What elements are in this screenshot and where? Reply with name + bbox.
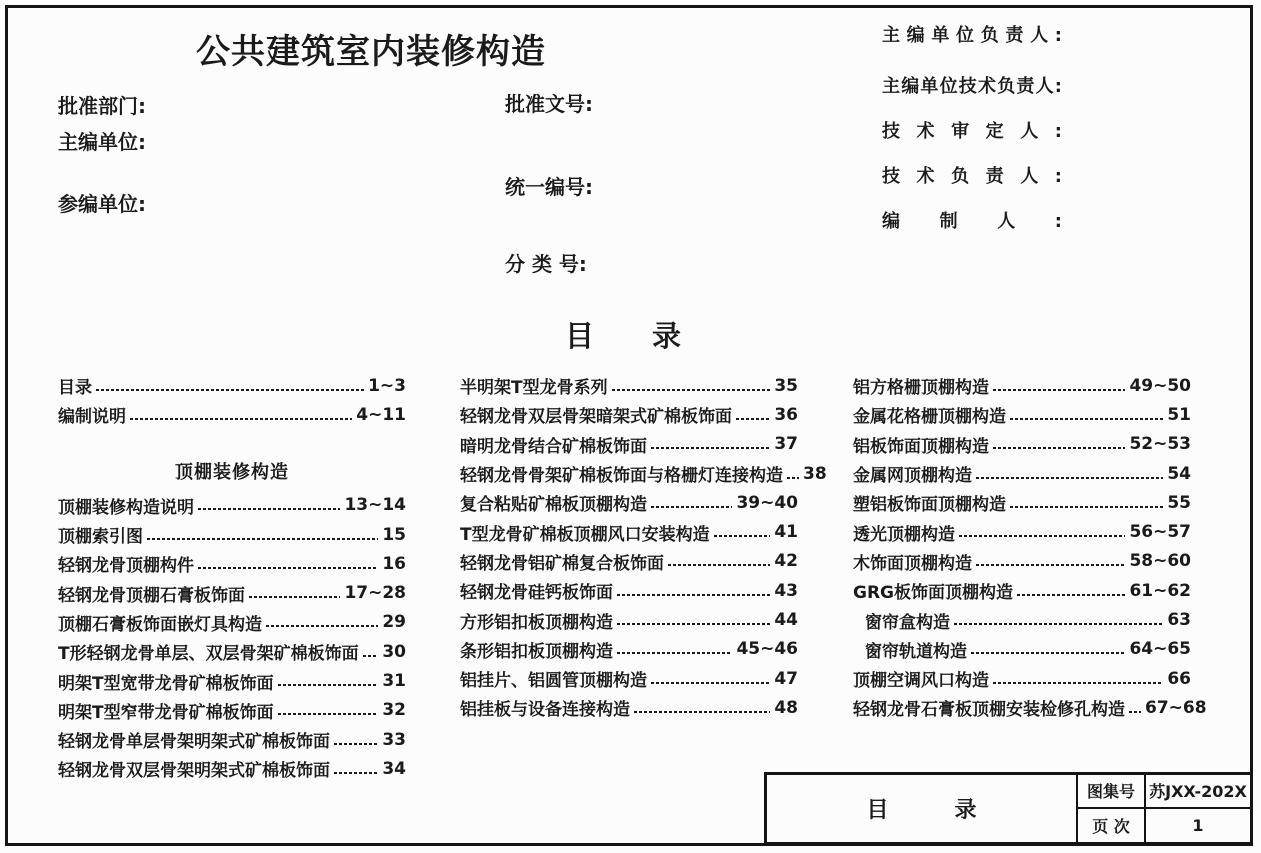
dotted-leader xyxy=(617,652,732,654)
toc-entry-pages: 44 xyxy=(774,610,798,631)
field-unified-number: 统一编号: xyxy=(505,175,593,199)
toc-entry-pages: 32 xyxy=(382,700,406,721)
toc-entry xyxy=(460,635,798,664)
toc-entry xyxy=(58,754,406,783)
dotted-leader xyxy=(334,743,378,745)
toc-entry xyxy=(853,488,1191,517)
dotted-leader xyxy=(249,596,340,598)
toc-entry-title: 明架T型窄带龙骨矿棉板饰面 xyxy=(58,702,274,723)
toc-entry-title: 塑铝板饰面顶棚构造 xyxy=(853,495,1006,516)
toc-entry-pages: 63 xyxy=(1167,610,1191,631)
toc-entry-pages: 41 xyxy=(774,522,798,543)
field-chief-unit-tech-head: 主编单位技术负责人: xyxy=(882,76,1062,97)
dotted-leader xyxy=(993,447,1125,449)
dotted-leader xyxy=(612,389,771,391)
toc-entry-title: 轻钢龙骨双层骨架暗架式矿棉板饰面 xyxy=(460,407,732,428)
toc-entry xyxy=(58,578,406,607)
toc-entry-pages: 51 xyxy=(1167,404,1191,425)
toc-entry-title: 明架T型宽带龙骨矿棉板饰面 xyxy=(58,673,274,694)
toc-entry xyxy=(460,430,798,459)
toc-entry-title: T型龙骨矿棉板顶棚风口安装构造 xyxy=(460,524,710,545)
toc-entry xyxy=(58,400,406,429)
dotted-leader xyxy=(651,447,770,449)
toc-entry xyxy=(58,520,406,549)
dotted-leader xyxy=(736,418,770,420)
toc-entry-pages: 49~50 xyxy=(1129,375,1191,396)
toc-entry-title: 轻钢龙骨骨架矿棉板饰面与格栅灯连接构造 xyxy=(460,466,783,487)
toc-entry-title: 窗帘轨道构造 xyxy=(865,641,967,662)
field-compiler: 编制人: xyxy=(882,211,1062,232)
toc-entry xyxy=(853,605,1191,634)
toc-entry-title: 方形铝扣板顶棚构造 xyxy=(460,612,613,633)
dotted-leader xyxy=(130,418,352,420)
toc-entry-pages: 15 xyxy=(382,524,406,545)
dotted-leader xyxy=(278,713,379,715)
toc-entry-pages: 17~28 xyxy=(344,583,406,604)
toc-entry xyxy=(460,693,798,722)
toc-entry-pages: 13~14 xyxy=(344,495,406,516)
toc-entry-pages: 61~62 xyxy=(1129,580,1191,601)
toc-entry-title: 条形铝扣板顶棚构造 xyxy=(460,641,613,662)
toc-entry-pages: 42 xyxy=(774,551,798,572)
dotted-leader xyxy=(668,564,770,566)
toc-entry-title: 轻钢龙骨双层骨架明架式矿棉板饰面 xyxy=(58,761,330,782)
document-title: 公共建筑室内装修构造 xyxy=(196,32,546,72)
toc-entry-pages: 37 xyxy=(774,434,798,455)
dotted-leader xyxy=(954,623,1163,625)
field-technical-head: 技术负责人: xyxy=(882,166,1062,187)
toc-entry xyxy=(853,400,1191,429)
dotted-leader xyxy=(976,564,1125,566)
title-block-page-no-label: 页 次 xyxy=(1076,809,1144,843)
dotted-leader xyxy=(993,389,1125,391)
toc-entry-title: 轻钢龙骨单层骨架明架式矿棉板饰面 xyxy=(58,732,330,753)
toc-entry-title: 轻钢龙骨顶棚构件 xyxy=(58,556,194,577)
toc-entry xyxy=(460,605,798,634)
toc-entry-pages: 29 xyxy=(382,612,406,633)
toc-entry xyxy=(58,725,406,754)
field-participating-unit: 参编单位: xyxy=(58,192,146,216)
toc-entry-title: 编制说明 xyxy=(58,407,126,428)
dotted-leader xyxy=(1010,506,1163,508)
toc-entry xyxy=(460,576,798,605)
toc-entry-title: 目录 xyxy=(58,378,92,399)
toc-entry-title: 轻钢龙骨顶棚石膏板饰面 xyxy=(58,585,245,606)
dotted-leader xyxy=(617,623,770,625)
toc-entry-title: GRG板饰面顶棚构造 xyxy=(853,583,1013,604)
dotted-leader xyxy=(993,682,1163,684)
toc-entry-pages: 43 xyxy=(774,580,798,601)
toc-entry xyxy=(460,488,798,517)
toc-entry xyxy=(853,635,1191,664)
dotted-leader xyxy=(198,508,340,510)
toc-entry xyxy=(460,371,798,400)
toc-entry-pages: 52~53 xyxy=(1129,434,1191,455)
field-chief-editor-unit: 主编单位: xyxy=(58,130,146,154)
toc-entry-title: 轻钢龙骨铝矿棉复合板饰面 xyxy=(460,553,664,574)
field-chief-unit-head: 主编单位负责人: xyxy=(882,25,1062,46)
dotted-leader xyxy=(714,535,771,537)
dotted-leader xyxy=(363,655,379,657)
toc-entry xyxy=(853,547,1191,576)
toc-entry xyxy=(58,549,406,578)
toc-entry-pages: 58~60 xyxy=(1129,551,1191,572)
dotted-leader xyxy=(1017,594,1125,596)
dotted-leader xyxy=(1129,711,1141,713)
title-block-atlas-no-label: 图集号 xyxy=(1076,775,1144,809)
toc-entry-title: 铝挂板与设备连接构造 xyxy=(460,700,630,721)
toc-entry-pages: 30 xyxy=(382,641,406,662)
dotted-leader xyxy=(278,684,379,686)
dotted-leader xyxy=(96,389,364,391)
toc-entry-pages: 34 xyxy=(382,758,406,779)
dotted-leader xyxy=(651,506,732,508)
toc-entry-pages: 33 xyxy=(382,729,406,750)
dotted-leader xyxy=(634,711,770,713)
toc-entry-title: 铝板饰面顶棚构造 xyxy=(853,436,989,457)
title-block-atlas-no-value: 苏JXX-202X xyxy=(1144,775,1250,809)
toc-entry-pages: 36 xyxy=(774,404,798,425)
dotted-leader xyxy=(959,535,1125,537)
field-approval-number: 批准文号: xyxy=(505,92,593,116)
toc-entry-pages: 64~65 xyxy=(1129,639,1191,660)
toc-entry xyxy=(460,664,798,693)
dotted-leader xyxy=(334,772,378,774)
toc-column-left xyxy=(58,371,406,784)
toc-entry-title: 轻钢龙骨硅钙板饰面 xyxy=(460,583,613,604)
toc-entry-title: 铝方格栅顶棚构造 xyxy=(853,378,989,399)
toc-entry-pages: 16 xyxy=(382,553,406,574)
title-block-page-no-value: 1 xyxy=(1144,809,1250,843)
toc-entry-title: 暗明龙骨结合矿棉板饰面 xyxy=(460,436,647,457)
toc-entry-pages: 39~40 xyxy=(736,492,798,513)
toc-entry xyxy=(58,666,406,695)
toc-entry-pages: 4~11 xyxy=(356,404,406,425)
toc-entry-pages: 54 xyxy=(1167,463,1191,484)
toc-entry-title: 透光顶棚构造 xyxy=(853,524,955,545)
toc-entry-title: 顶棚石膏板饰面嵌灯具构造 xyxy=(58,614,262,635)
toc-entry-pages: 48 xyxy=(774,697,798,718)
title-block xyxy=(764,772,1253,845)
toc-entry xyxy=(853,459,1191,488)
toc-entry xyxy=(460,400,798,429)
toc-entry-title: 轻钢龙骨石膏板顶棚安装检修孔构造 xyxy=(853,700,1125,721)
toc-entry xyxy=(58,696,406,725)
toc-entry-title: 窗帘盒构造 xyxy=(865,612,950,633)
field-technical-examiner: 技术审定人: xyxy=(882,121,1062,142)
toc-entry-title: 复合粘贴矿棉板顶棚构造 xyxy=(460,495,647,516)
dotted-leader xyxy=(976,477,1163,479)
toc-entry-title: 金属网顶棚构造 xyxy=(853,466,972,487)
toc-entry xyxy=(460,517,798,546)
toc-entry-pages: 56~57 xyxy=(1129,522,1191,543)
toc-entry xyxy=(853,371,1191,400)
toc-entry xyxy=(853,693,1207,722)
toc-section-header: 顶棚装修构造 xyxy=(175,461,289,483)
toc-entry-title: 顶棚索引图 xyxy=(58,527,143,548)
toc-entry xyxy=(58,491,406,520)
toc-entry xyxy=(853,517,1191,546)
toc-entry-title: 木饰面顶棚构造 xyxy=(853,553,972,574)
toc-entry xyxy=(58,608,406,637)
toc-heading: 目 录 xyxy=(564,319,682,353)
toc-entry-title: 金属花格栅顶棚构造 xyxy=(853,407,1006,428)
toc-entry-pages: 35 xyxy=(774,375,798,396)
toc-entry-pages: 38 xyxy=(803,463,827,484)
toc-entry-pages: 45~46 xyxy=(736,639,798,660)
toc-entry-title: 铝挂片、铝圆管顶棚构造 xyxy=(460,671,647,692)
dotted-leader xyxy=(1010,418,1163,420)
field-classification-number: 分 类 号: xyxy=(505,252,587,276)
toc-entry xyxy=(853,664,1191,693)
toc-entry xyxy=(853,576,1191,605)
toc-entry-title: 顶棚空调风口构造 xyxy=(853,671,989,692)
dotted-leader xyxy=(787,477,799,479)
toc-entry-title: 半明架T型龙骨系列 xyxy=(460,378,608,399)
toc-column-middle xyxy=(460,371,827,723)
toc-entry xyxy=(853,430,1191,459)
toc-entry xyxy=(58,637,406,666)
toc-entry xyxy=(460,547,798,576)
title-block-sheet-title: 目 录 xyxy=(866,798,977,823)
dotted-leader xyxy=(651,682,770,684)
toc-entry-title: 顶棚装修构造说明 xyxy=(58,497,194,518)
dotted-leader xyxy=(971,652,1125,654)
dotted-leader xyxy=(617,594,770,596)
toc-entry-pages: 31 xyxy=(382,671,406,692)
dotted-leader xyxy=(147,538,378,540)
toc-entry-pages: 66 xyxy=(1167,668,1191,689)
toc-column-right xyxy=(853,371,1207,723)
toc-entry-pages: 47 xyxy=(774,668,798,689)
toc-entry xyxy=(58,371,406,400)
field-approval-department: 批准部门: xyxy=(58,94,146,118)
toc-entry-pages: 55 xyxy=(1167,492,1191,513)
toc-entry-pages: 67~68 xyxy=(1145,697,1207,718)
toc-entry-title: T形轻钢龙骨单层、双层骨架矿棉板饰面 xyxy=(58,644,359,665)
dotted-leader xyxy=(198,567,378,569)
dotted-leader xyxy=(266,625,378,627)
toc-entry-pages: 1~3 xyxy=(368,375,406,396)
toc-entry xyxy=(460,459,827,488)
